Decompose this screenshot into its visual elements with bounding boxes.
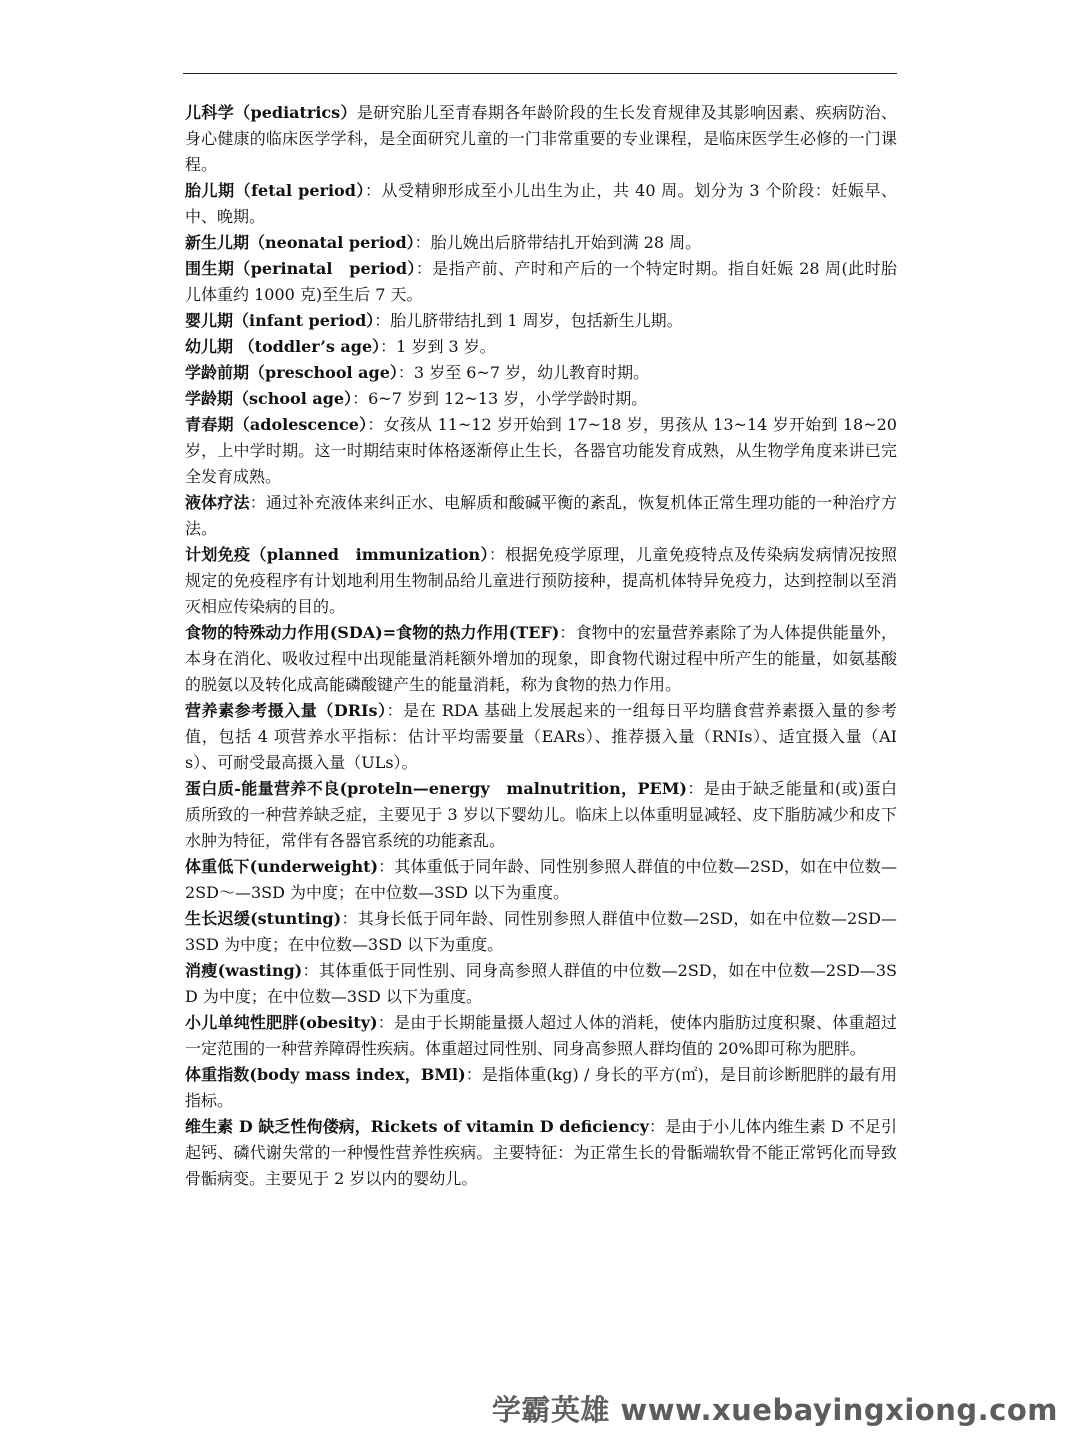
term: 学龄前期（preschool age） [185,363,398,382]
definition: ：根据免疫学原理，儿童免疫特点及传染病发病情况按照规定的免疫程序有计划地利用生物制品给儿童进行预防接种，提高机体特异免疫力，达到控制以至消灭相应传染病的目的。 [185,545,897,616]
entry-pediatrics [185,100,897,178]
entry-underweight [185,854,897,906]
term: 新生儿期（neonatal period） [185,233,415,252]
term: 青春期（adolescence） [185,415,368,434]
definition: ：通过补充液体来纠正水、电解质和酸碱平衡的紊乱，恢复机体正常生理功能的一种治疗方法。 [185,493,897,538]
definition: ：其体重低于同年龄、同性别参照人群值的中位数—2SD，如在中位数—2SD～—3SD 为中度；在中位数—3SD 以下为重度。 [185,857,897,902]
entry-fetal-period [185,178,897,230]
term: 生长迟缓(stunting) [185,909,342,928]
term: 婴儿期（infant period） [185,311,375,330]
definition: ：胎儿脐带结扎到 1 周岁，包括新生儿期。 [374,311,683,330]
definition: ：是由于长期能量摄人超过人体的消耗，使体内脂肪过度积聚、体重超过一定范围的一种营养障碍性疾病。体重超过同性别、同身高参照人群均值的 20%即可称为肥胖。 [185,1013,897,1058]
header-rule [183,73,897,74]
entry-adolescence [185,412,897,490]
entry-sda-tef [185,620,897,698]
entry-neonatal-period [185,230,897,256]
definition: ：1 岁到 3 岁。 [380,337,496,356]
definition: 是研究胎儿至青春期各年龄阶段的生长发育规律及其影响因素、疾病防治、身心健康的临床医学学科，是全面研究儿童的一门非常重要的专业课程，是临床医学生必修的一门课程。 [185,103,897,174]
term: 围生期（perinatal period） [185,259,416,278]
term: 维生素 D 缺乏性佝偻病，Rickets of vitamin D deficiency [185,1117,649,1136]
entry-infant-period [185,308,897,334]
entry-obesity [185,1010,897,1062]
definition: ：3 岁至 6~7 岁，幼儿教育时期。 [397,363,650,382]
term: 体重低下(underweight) [185,857,379,876]
term: 蛋白质-能量营养不良(proteln—energy malnutrition，PEM) [185,779,688,798]
glossary-content [185,100,897,1192]
entry-dris [185,698,897,776]
site-watermark: 学霸英雄 www.xuebayingxiong.com [491,1393,1058,1427]
term: 计划免疫（planned immunization） [185,545,489,564]
entry-rickets [185,1114,897,1192]
definition: ：是指体重(kg) / 身长的平方(㎡)，是目前诊断肥胖的最有用指标。 [185,1065,897,1110]
term: 液体疗法 [185,493,250,512]
term: 小儿单纯性肥胖(obesity) [185,1013,378,1032]
definition: ：食物中的宏量营养素除了为人体提供能量外，本身在消化、吸收过程中出现能量消耗额外增加的现象，即食物代谢过程中所产生的能量，如氨基酸的脱氨以及转化成高能磷酸键产生的能量消耗，称为食物的热力作用。 [185,623,897,694]
definition: ：是由于小儿体内维生素 D 不足引起钙、磷代谢失常的一种慢性营养性疾病。主要特征：为正常生长的骨骺端软骨不能正常钙化而导致骨骺病变。主要见于 2 岁以内的婴幼儿。 [185,1117,897,1188]
term: 幼儿期 （toddler’s age） [185,337,381,356]
definition: ：其体重低于同性别、同身高参照人群值的中位数—2SD，如在中位数—2SD—3SD 为中度；在中位数—3SD 以下为重度。 [185,961,897,1006]
entry-wasting [185,958,897,1010]
definition: ：是指产前、产时和产后的一个特定时期。指自妊娠 28 周(此时胎儿体重约 1000 克)至生后 7 天。 [185,259,897,304]
definition: ：胎儿娩出后脐带结扎开始到满 28 周。 [414,233,702,252]
definition: ：6~7 岁到 12~13 岁，小学学龄时期。 [352,389,648,408]
definition: ：是由于缺乏能量和(或)蛋白质所致的一种营养缺乏症，主要见于 3 岁以下婴幼儿。临床上以体重明显减轻、皮下脂肪减少和皮下水肿为特征，常伴有各器官系统的功能紊乱。 [185,779,897,850]
entry-bmi [185,1062,897,1114]
entry-planned-immunization [185,542,897,620]
term: 消瘦(wasting) [185,961,303,980]
term: 胎儿期（fetal period） [185,181,365,200]
entry-fluid-therapy [185,490,897,542]
definition: ：从受精卵形成至小儿出生为止，共 40 周。划分为 3 个阶段：妊娠早、中、晚期。 [185,181,897,226]
term: 体重指数(body mass index，BMl) [185,1065,466,1084]
definition: ：是在 RDA 基础上发展起来的一组每日平均膳食营养素摄入量的参考值，包括 4 项营养水平指标：估计平均需要量（EARs）、推荐摄入量（RNIs）、适宜摄入量（AIs）、可耐受最高摄入量（ULs）。 [185,701,897,772]
definition: ：女孩从 11~12 岁开始到 17~18 岁，男孩从 13~14 岁开始到 18~20 岁，上中学时期。这一时期结束时体格逐渐停止生长，各器官功能发育成熟，从生物学角度来讲已完全发育成熟。 [185,415,897,486]
definition: ：其身长低于同年龄、同性别参照人群值中位数—2SD，如在中位数—2SD—3SD 为中度；在中位数—3SD 以下为重度。 [185,909,897,954]
term: 学龄期（school age） [185,389,353,408]
entry-toddler-age [185,334,897,360]
term: 食物的特殊动力作用(SDA)=食物的热力作用(TEF) [185,623,560,642]
entry-perinatal-period [185,256,897,308]
term: 营养素参考摄入量（DRIs） [185,701,387,720]
entry-school-age [185,386,897,412]
entry-stunting [185,906,897,958]
entry-pem [185,776,897,854]
term: 儿科学（pediatrics） [185,103,357,122]
entry-preschool-age [185,360,897,386]
